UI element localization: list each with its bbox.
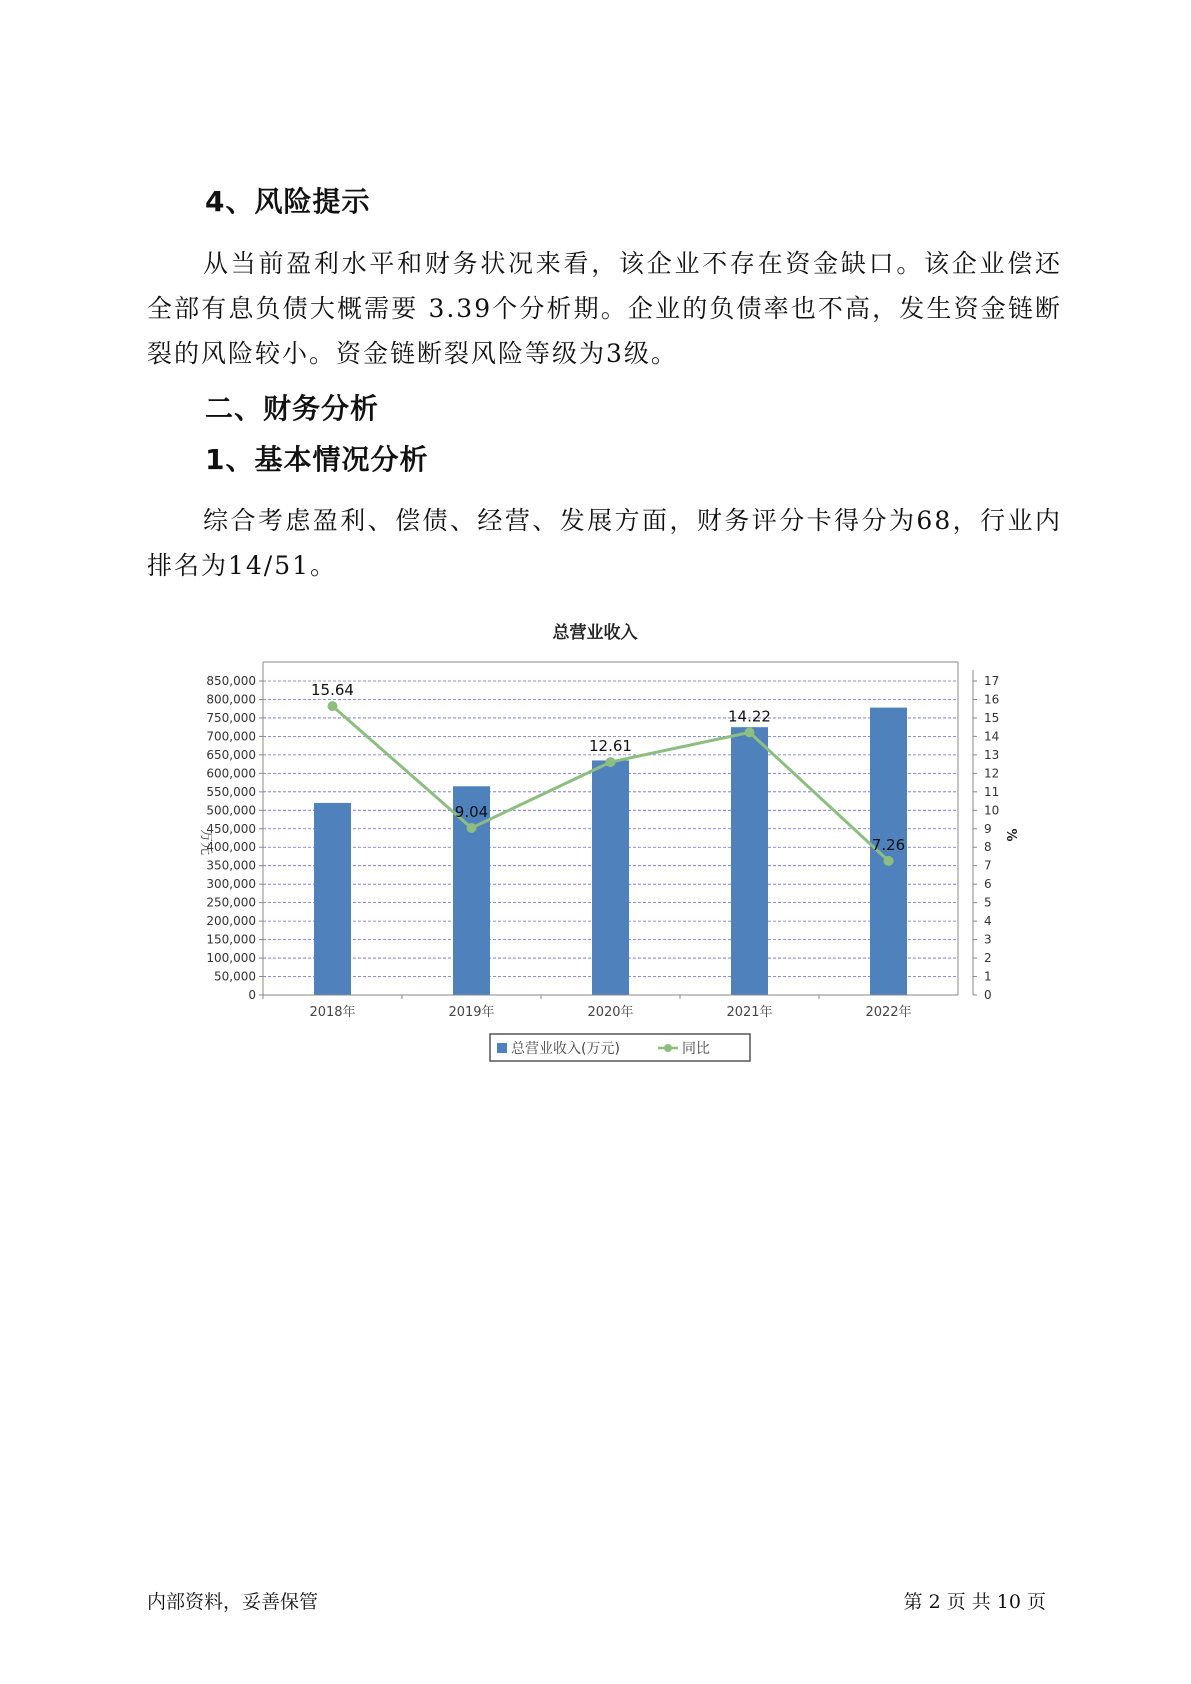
yoy-point — [467, 823, 477, 833]
y2-tick-label: 4 — [984, 914, 992, 929]
y2-tick-label: 7 — [984, 858, 992, 873]
y2-tick-label: 9 — [984, 821, 992, 836]
y-axis-ticks — [206, 674, 263, 1002]
y-tick-label: 400,000 — [206, 840, 256, 855]
y2-tick-label: 11 — [984, 784, 1000, 799]
y-tick-label: 850,000 — [206, 674, 256, 688]
y-tick-label: 0 — [248, 988, 256, 1002]
risk-paragraph: 从当前盈利水平和财务状况来看，该企业不存在资金缺口。该企业偿还全部有息负债大概需要 3.39个分析期。企业的负债率也不高，发生资金链断裂的风险较小。资金链断裂风险等级为3级。 — [147, 249, 1062, 368]
y-tick-label: 350,000 — [206, 858, 256, 873]
legend-line-label: 同比 — [682, 1041, 710, 1057]
y-tick-label: 450,000 — [206, 821, 256, 836]
y-tick-label: 800,000 — [206, 692, 256, 707]
y2-tick-label: 17 — [984, 674, 1000, 688]
y2-tick-label: 16 — [984, 692, 1000, 707]
y-tick-label: 250,000 — [206, 895, 256, 910]
footer-confidential-note: 内部资料，妥善保管 — [147, 1591, 319, 1613]
y2-tick-label: 6 — [984, 877, 992, 892]
yoy-data-label: 15.64 — [311, 681, 354, 700]
yoy-data-label: 14.22 — [728, 707, 771, 726]
y-axis-label: 万元 — [198, 828, 213, 856]
y-tick-label: 50,000 — [214, 969, 256, 984]
y2-tick-label: 10 — [984, 803, 1000, 818]
legend-line-marker — [664, 1044, 672, 1052]
y-tick-label: 150,000 — [206, 932, 256, 947]
y-tick-label: 500,000 — [206, 803, 256, 818]
y2-tick-label: 13 — [984, 747, 1000, 762]
y-tick-label: 750,000 — [206, 710, 256, 725]
y2-tick-label: 1 — [984, 969, 992, 984]
revenue-bar — [731, 727, 768, 995]
revenue-bar — [592, 760, 629, 995]
y2-tick-label: 12 — [984, 766, 1000, 781]
y-tick-label: 300,000 — [206, 877, 256, 892]
yoy-data-label: 7.26 — [871, 835, 906, 854]
y2-tick-label: 0 — [984, 988, 992, 1002]
x-axis-ticks — [263, 995, 912, 1020]
risk-heading: 4、风险提示 — [205, 185, 371, 218]
yoy-point — [884, 856, 894, 866]
yoy-data-label: 12.61 — [589, 737, 632, 756]
basic-analysis-heading: 1、基本情况分析 — [205, 443, 429, 476]
x-tick-label: 2020年 — [587, 1005, 634, 1020]
y2-axis-label: % — [1003, 828, 1018, 842]
yoy-point — [745, 727, 755, 737]
y2-tick-label: 3 — [984, 932, 992, 947]
revenue-chart — [180, 610, 1030, 1075]
legend-bar-swatch — [497, 1043, 507, 1053]
y-tick-label: 650,000 — [206, 747, 256, 762]
financial-analysis-heading: 二、财务分析 — [205, 392, 380, 425]
y-tick-label: 600,000 — [206, 766, 256, 781]
chart-title: 总营业收入 — [552, 623, 638, 643]
yoy-point — [606, 757, 616, 767]
y2-tick-label: 14 — [984, 729, 1000, 744]
yoy-data-label: 9.04 — [454, 803, 489, 822]
y2-tick-label: 8 — [984, 840, 992, 855]
x-tick-label: 2022年 — [865, 1005, 912, 1020]
basic-analysis-paragraph: 综合考虑盈利、偿债、经营、发展方面，财务评分卡得分为68，行业内排名为14/51。 — [147, 506, 1062, 580]
y-tick-label: 100,000 — [206, 951, 256, 966]
y-tick-label: 200,000 — [206, 914, 256, 929]
y2-tick-label: 15 — [984, 710, 1000, 725]
y2-axis-ticks — [973, 674, 999, 1002]
x-tick-label: 2019年 — [448, 1005, 495, 1020]
y-tick-label: 700,000 — [206, 729, 256, 744]
yoy-point — [328, 701, 338, 711]
legend-bar-label: 总营业收入(万元) — [511, 1041, 620, 1057]
footer-page-number: 第 2 页 共 10 页 — [903, 1591, 1046, 1613]
revenue-bar — [314, 803, 351, 995]
y-tick-label: 550,000 — [206, 784, 256, 799]
legend — [490, 1034, 750, 1061]
y2-tick-label: 2 — [984, 951, 992, 966]
x-tick-label: 2018年 — [309, 1005, 356, 1020]
y2-tick-label: 5 — [984, 895, 992, 910]
x-tick-label: 2021年 — [726, 1005, 773, 1020]
